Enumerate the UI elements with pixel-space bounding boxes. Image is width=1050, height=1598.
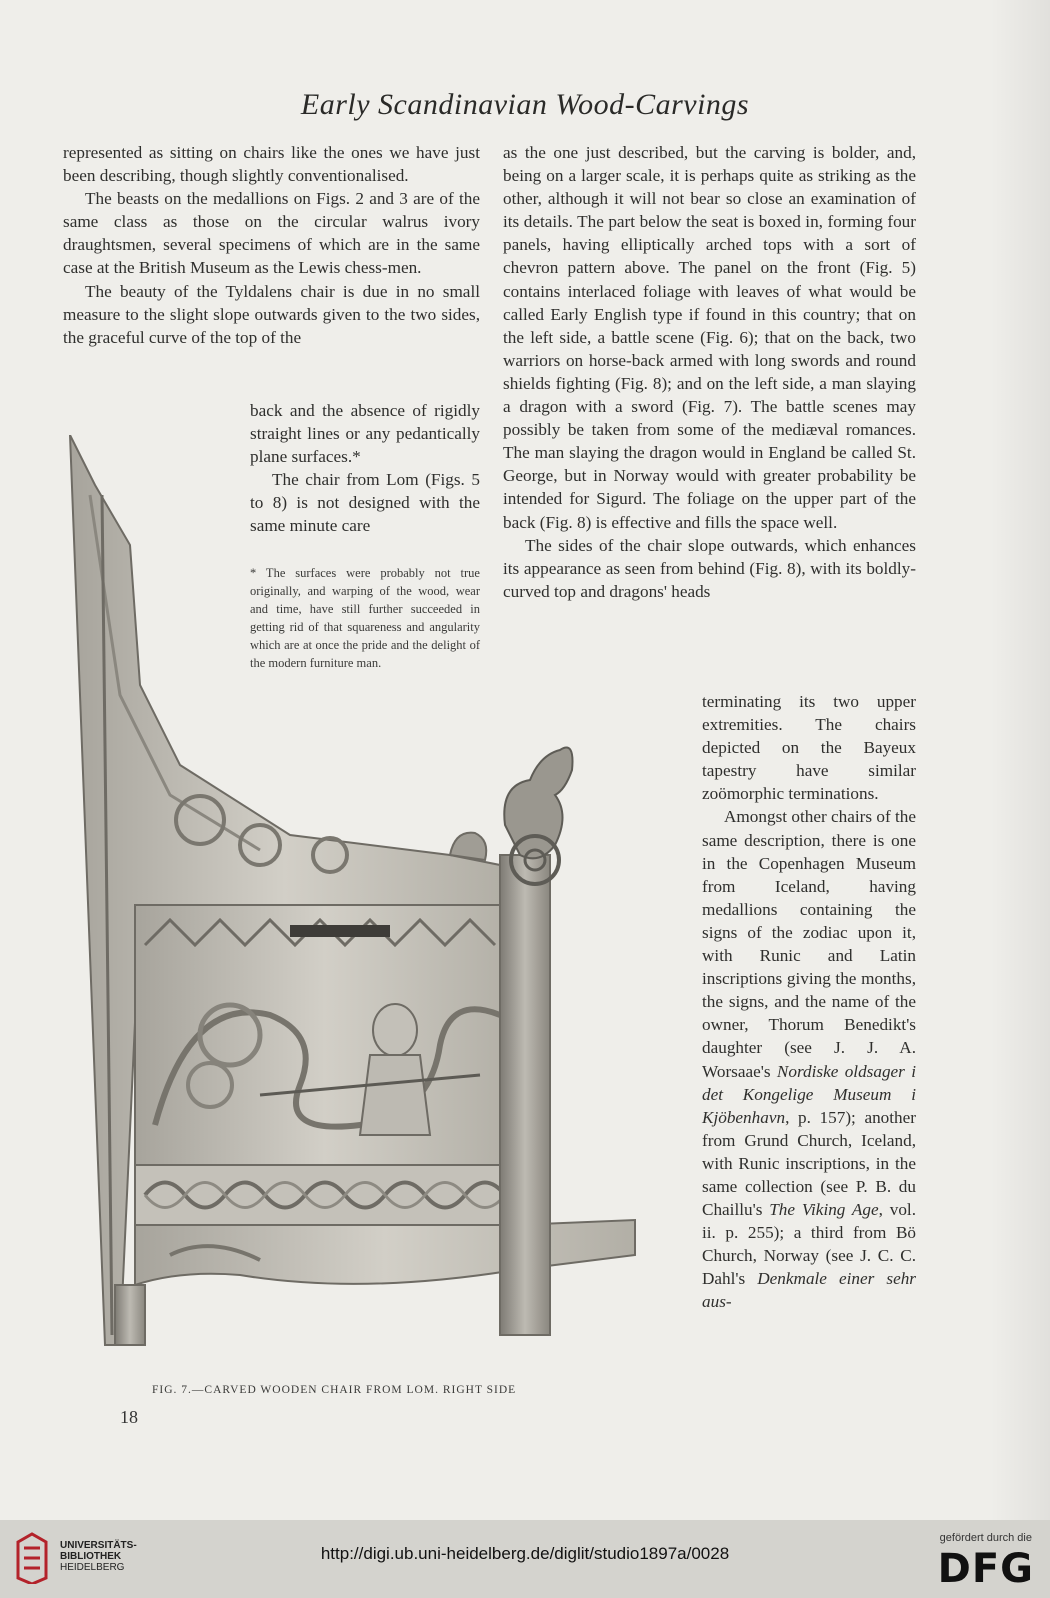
right-column-narrow — [702, 690, 916, 1314]
dfg-logo: DFG — [937, 1546, 1034, 1592]
paragraph: The chair from Lom (Figs. 5 to 8) is not designed with the same minute care — [250, 470, 480, 536]
running-head: Early Scandinavian Wood-Carvings — [300, 88, 750, 121]
footnote: * The surfaces were probably not true originally, and warping of the wood, wear and time, have still further succeeded in getting rid of that squareness and angularity which are at once the pride and the delight of the modern furniture man. — [250, 566, 480, 670]
figure-caption: FIG. 7.—CARVED WOODEN CHAIR FROM LOM. RIGHT SIDE — [152, 1384, 517, 1396]
reference-title: The Viking Age — [769, 1200, 879, 1220]
paragraph: as the one just described, but the carving is bolder, and, being on a larger scale, it is perhaps quite as striking as the other, although it will not bear so close an examination of its details. The part below the seat is boxed in, forming four panels, having elliptically arched tops with a sort of chevron pattern above. The panel on the front (Fig. 5) contains interlaced foliage with leaves of what would be called Early English type if found in this country; that on the left side, a battle scene (Fig. 6); that on the back, two warriors on horse-back armed with long swords and round shields fighting (Fig. 8); and on the left side, a man slaying a dragon with a sword (Fig. 7). The battle scenes may possibly be taken from some of the mediæval romances. The man slaying the dragon would in England be called St. George, but in Norway would with greater probability be intended for Sigurd. The foliage on the upper part of the back (Fig. 8) is effective and fills the space well. — [503, 143, 916, 532]
page-number: 18 — [120, 1407, 138, 1427]
funded-by-label: gefördert durch die — [939, 1532, 1032, 1544]
footer-bar — [0, 1520, 1050, 1598]
chair-illustration — [60, 435, 660, 1375]
paragraph: The sides of the chair slope outwards, which enhances its appearance as seen from behind (Fig. 8), with its boldly-curved top and dragons' heads — [503, 535, 916, 601]
reference-title: Nordiske oldsager i det Kongelige Museum i Kjöbenhavn — [702, 1061, 917, 1127]
paragraph: The beasts on the medallions on Figs. 2 and 3 are of the same class as those on the circular walrus ivory draughtsmen, several specimens of which are in the same case at the British Museum as the Lewis chess-men. — [63, 189, 480, 278]
paragraph: back and the absence of rigidly straight lines or any pedantically plane surfaces.* — [250, 401, 480, 467]
left-column-top — [63, 141, 480, 349]
paragraph: represented as sitting on chairs like the ones we have just been describing, though slightly conventionalised. — [63, 143, 480, 186]
source-url-link[interactable]: http://digi.ub.uni-heidelberg.de/diglit/studio1897a/0028 — [320, 1544, 730, 1563]
paragraph: Amongst other chairs of the same description, there is one in the Copenhagen Museum from Iceland, having medallions containing the signs of the zodiac upon it, with Runic and Latin inscriptions giving the months, the signs, and the name of the owner, Thorum Benedikt's daughter (see J. J. A. Worsaae's Nordiske oldsager i det Kongelige Museum i Kjöbenhavn, p. 157); another from Grund Church, Iceland, with Runic inscriptions, in the same collection (see P. B. du Chaillu's The Viking Age, vol. ii. p. 255); a third from Bö Church, Norway (see J. C. C. Dahl's Denkmale einer sehr aus- — [702, 807, 917, 1312]
library-logo-icon — [14, 1532, 50, 1584]
library-name: UNIVERSITÄTS- BIBLIOTHEK HEIDELBERG — [60, 1540, 137, 1573]
paragraph: terminating its two upper extremities. The chairs depicted on the Bayeux tapestry have similar zoömorphic terminations. — [702, 692, 916, 804]
paragraph: The beauty of the Tyldalens chair is due in no small measure to the slight slope outwards given to the two sides, the graceful curve of the top of the — [63, 281, 480, 347]
reference-title: Denkmale einer sehr aus- — [702, 1269, 916, 1312]
